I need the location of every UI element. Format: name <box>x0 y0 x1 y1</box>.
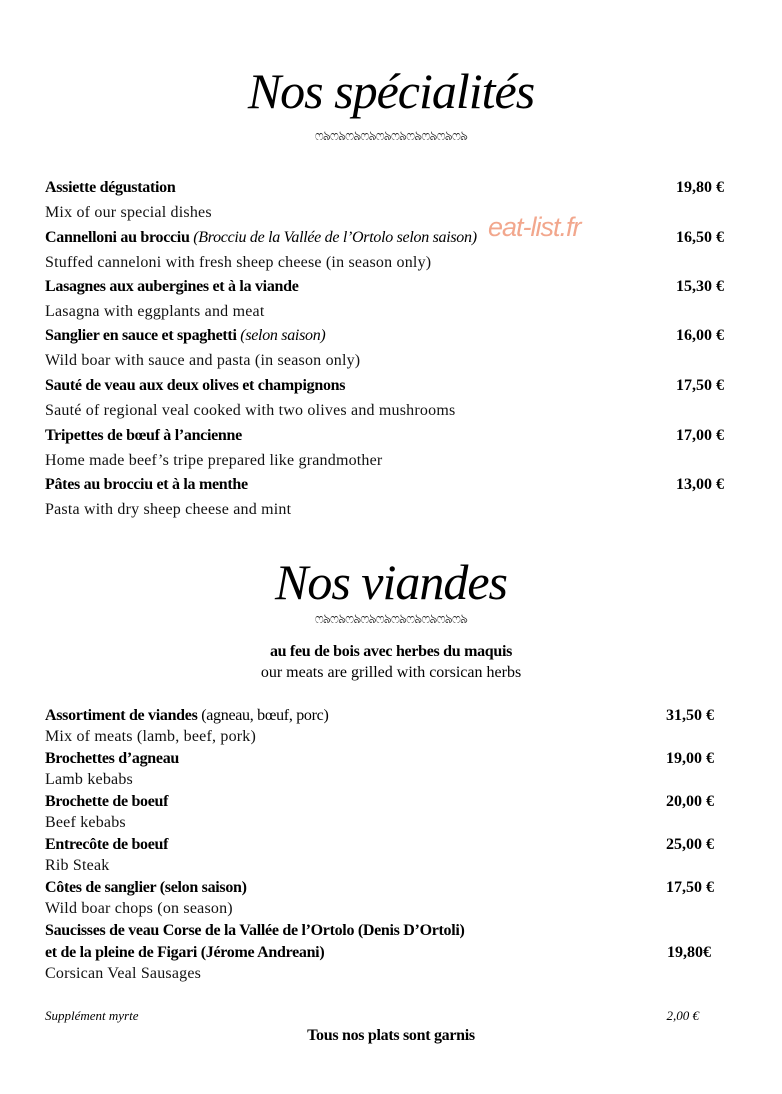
menu-item-translation: Wild boar chops (on season) <box>45 900 233 917</box>
menu-item-price: 20,00 € <box>666 793 714 810</box>
menu-item-translation: Rib Steak <box>45 857 110 874</box>
menu-item-name: Assiette dégustation <box>45 179 176 196</box>
menu-item-name: Entrecôte de boeuf <box>45 836 169 853</box>
menu-item-price: 16,50 € <box>676 229 724 246</box>
menu-item-name: Brochette de boeuf <box>45 793 169 810</box>
menu-item-translation: Lasagna with eggplants and meat <box>45 303 265 320</box>
menu-item-name: Tripettes de bœuf à l’ancienne <box>45 427 242 444</box>
menu-item-price: 16,00 € <box>676 327 724 344</box>
menu-item-price: 19,80€ <box>667 944 711 961</box>
menu-item-translation: Stuffed canneloni with fresh sheep cheese (in season only) <box>45 254 432 271</box>
supplement-label: Supplément myrte <box>45 1008 139 1023</box>
menu-item-price: 17,50 € <box>676 377 724 394</box>
section-title-viandes: Nos viandes <box>274 554 508 610</box>
menu-item-price: 19,00 € <box>666 750 714 767</box>
menu-item-name: Saucisses de veau Corse de la Vallée de l’Ortolo (Denis D’Ortoli) <box>45 922 465 939</box>
menu-item-price: 19,80 € <box>676 179 724 196</box>
menu-item-translation: Mix of our special dishes <box>45 204 212 221</box>
menu-item-price: 15,30 € <box>676 278 724 295</box>
ornament-divider: ෆ৯ෆ৯ෆ৯ෆ৯ෆ৯ෆ৯ෆ৯ෆ৯ෆ৯ෆ৯ <box>314 611 468 626</box>
menu-item-name: Pâtes au brocciu et à la menthe <box>45 476 248 493</box>
section-subtitle-en: our meats are grilled with corsican herbs <box>260 664 522 681</box>
section-subtitle-fr: au feu de bois avec herbes du maquis <box>269 643 513 660</box>
menu-item-translation: Mix of meats (lamb, beef, pork) <box>45 728 257 745</box>
menu-item-name-continued: et de la pleine de Figari (Jérome Andreani) <box>45 944 325 961</box>
footer-note: Tous nos plats sont garnis <box>307 1027 475 1044</box>
menu-item-price: 25,00 € <box>666 836 714 853</box>
supplement-price: 2,00 € <box>666 1008 699 1023</box>
menu-item-note: (Brocciu de la Vallée de l’Ortolo selon saison) <box>193 229 477 246</box>
menu-item-name: Lasagnes aux aubergines et à la viande <box>45 278 299 295</box>
menu-item-translation: Wild boar with sauce and pasta (in season only) <box>45 352 361 369</box>
menu-item-name: Côtes de sanglier (selon saison) <box>45 879 247 896</box>
watermark: eat-list.fr <box>488 212 581 242</box>
menu-item-translation: Lamb kebabs <box>45 771 133 788</box>
menu-item-name: Sanglier en sauce et spaghetti (selon saison) <box>45 327 326 344</box>
menu-item-price: 17,00 € <box>676 427 724 444</box>
menu-item-translation: Corsican Veal Sausages <box>45 965 202 982</box>
menu-item-price: 13,00 € <box>676 476 724 493</box>
menu-item-translation: Pasta with dry sheep cheese and mint <box>45 501 292 518</box>
menu-item-name: Sauté de veau aux deux olives et champignons <box>45 377 346 394</box>
menu-item-translation: Sauté of regional veal cooked with two olives and mushrooms <box>45 402 456 419</box>
menu-item-price: 17,50 € <box>666 879 714 896</box>
menu-item-name: Brochettes d’agneau <box>45 750 179 767</box>
menu-item-note: (agneau, bœuf, porc) <box>197 707 329 724</box>
menu-item-note: (selon saison) <box>240 327 326 344</box>
section-title-specialites: Nos spécialités <box>247 63 535 119</box>
menu-item-name: Cannelloni au brocciu (Brocciu de la Vallée de l’Ortolo selon saison) <box>45 229 477 246</box>
menu-item-translation: Home made beef’s tripe prepared like grandmother <box>45 452 383 469</box>
menu-item-price: 31,50 € <box>666 707 714 724</box>
ornament-divider: ෆ৯ෆ৯ෆ৯ෆ৯ෆ৯ෆ৯ෆ৯ෆ৯ෆ৯ෆ৯ <box>314 128 468 143</box>
menu-item-translation: Beef kebabs <box>45 814 126 831</box>
menu-item-name: Assortiment de viandes (agneau, bœuf, porc) <box>45 707 329 724</box>
